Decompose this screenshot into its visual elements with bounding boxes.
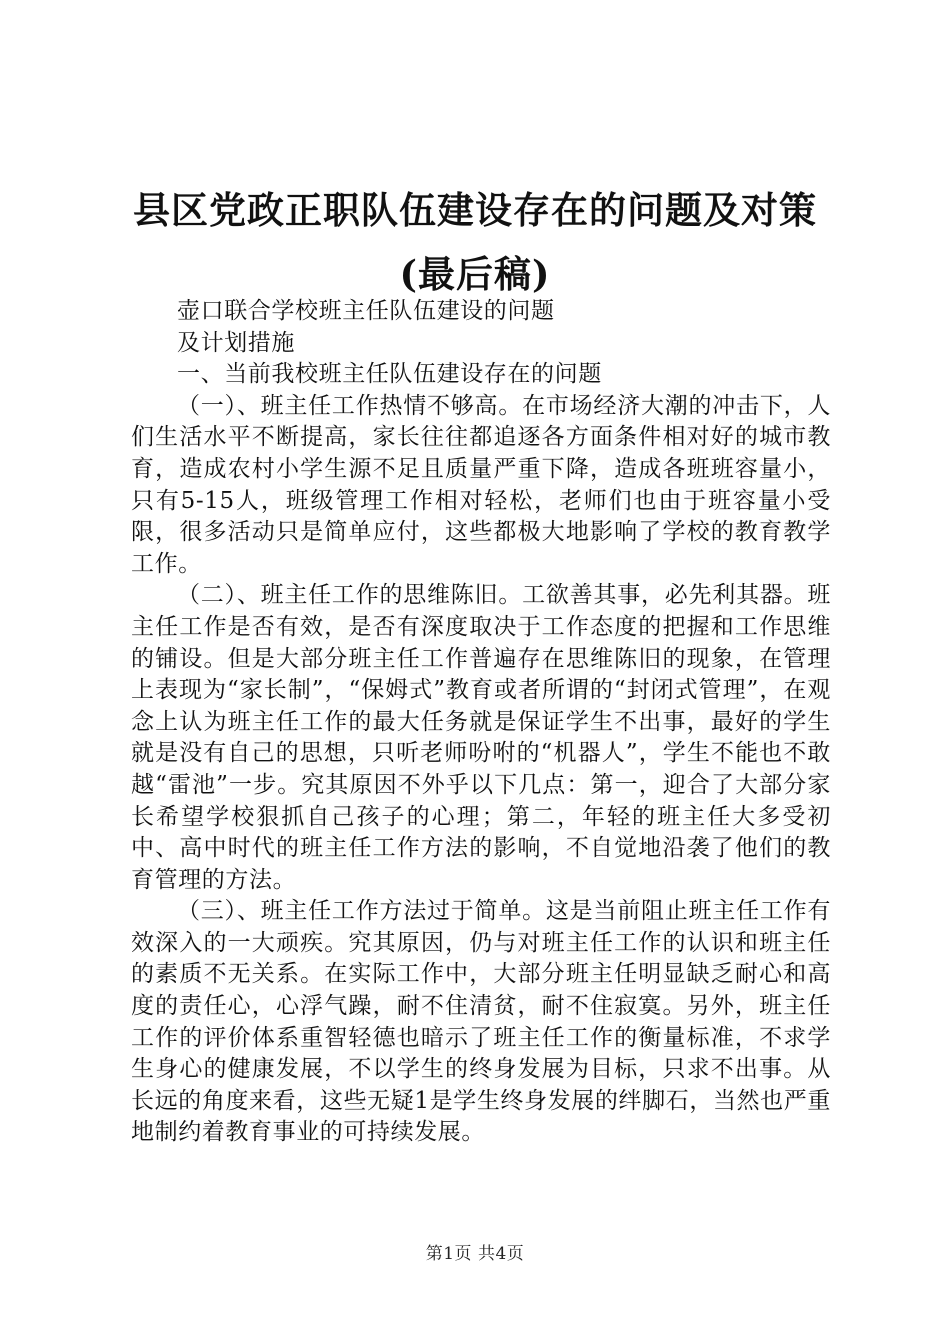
section-heading: 一、当前我校班主任队伍建设存在的问题: [177, 361, 602, 388]
page-footer: 第1页 共4页: [425, 1244, 525, 1264]
document-body: [131, 296, 831, 1149]
paragraph-1: （一）、班主任工作热情不够高。在市场经济大潮的冲击下，人们生活水平不断提高，家长往往都追逐各方面条件相对好的城市教育，造成农村小学生源不足且质量严重下降，造成各班班容量小，只有5-15人，班级管理工作相对轻松，老师们也由于班容量小受限，很多活动只是简单应付，这些都极大地影响了学校的教育教学工作。: [131, 392, 831, 577]
subtitle-line-2: 及计划措施: [177, 329, 295, 356]
subtitle-line-1: 壶口联合学校班主任队伍建设的问题: [177, 298, 555, 324]
paragraph-3: （三）、班主任工作方法过于简单。这是当前阻止班主任工作有效深入的一大顽疾。究其原因，仍与对班主任工作的认识和班主任的素质不无关系。在实际工作中，大部分班主任明显缺乏耐心和高度的责任心，心浮气躁，耐不住清贫，耐不住寂寞。另外，班主任工作的评价体系重智轻德也暗示了班主任工作的衡量标准，不求学生身心的健康发展，不以学生的终身发展为目标，只求不出事。从长远的角度来看，这些无疑1是学生终身发展的绊脚石，当然也严重地制约着教育事业的可持续发展。: [131, 898, 831, 1146]
document-title: 县区党政正职队伍建设存在的问题及对策(最后稿): [133, 188, 817, 296]
paragraph-2: （二）、班主任工作的思维陈旧。工欲善其事，必先利其器。班主任工作是否有效，是否有深度取决于工作态度的把握和工作思维的铺设。但是大部分班主任工作普遍存在思维陈旧的现象，在管理上表现为“家长制”，“保姆式”教育或者所谓的“封闭式管理”，在观念上认为班主任工作的最大任务就是保证学生不出事，最好的学生就是没有自己的思想，只听老师吩咐的“机器人”，学生不能也不敢越“雷池”一步。究其原因不外乎以下几点：第一，迎合了大部分家长希望学校狠抓自己孩子的心理；第二，年轻的班主任大多受初中、高中时代的班主任工作方法的影响，不自觉地沿袭了他们的教育管理的方法。: [131, 582, 831, 893]
